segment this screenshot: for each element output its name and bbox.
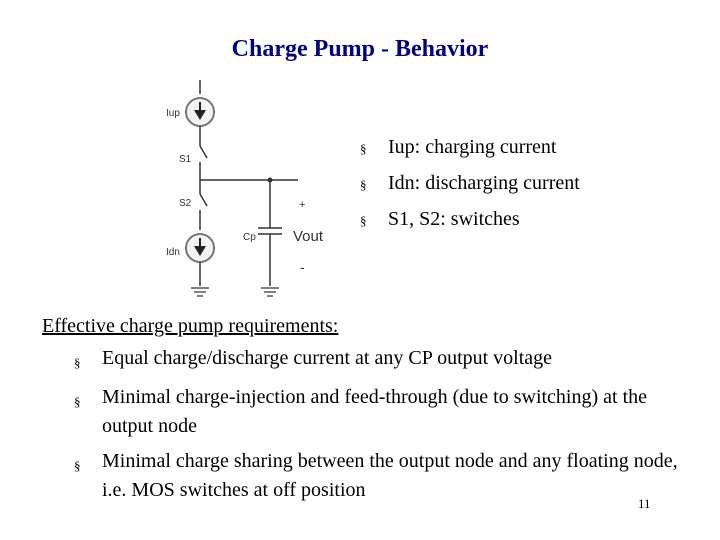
bullet-text: Iup: charging current bbox=[388, 136, 557, 158]
requirement-item bbox=[74, 383, 684, 441]
s1-label: S1 bbox=[179, 154, 192, 165]
idn-label: Idn bbox=[166, 247, 180, 258]
bullet-text: S1, S2: switches bbox=[388, 208, 520, 230]
slide-title: Charge Pump - Behavior bbox=[231, 36, 489, 62]
charge-pump-circuit bbox=[150, 76, 350, 304]
bullet-item bbox=[360, 166, 580, 202]
cp-label: Cp bbox=[243, 232, 256, 243]
ground-symbol-left bbox=[191, 288, 209, 296]
requirement-item bbox=[74, 344, 684, 377]
requirement-item bbox=[74, 447, 684, 505]
requirement-text: Equal charge/discharge current at any CP output voltage bbox=[102, 347, 553, 369]
vout-label: Vout bbox=[293, 228, 324, 245]
page-number: 11 bbox=[638, 496, 651, 511]
requirement-text: Minimal charge sharing between the output node and any floating node, i.e. MOS switches at off position bbox=[102, 450, 678, 501]
bullet-item bbox=[360, 202, 580, 238]
plus-label: + bbox=[299, 199, 306, 211]
iup-label: Iup bbox=[166, 108, 180, 119]
bullet-marker: § bbox=[74, 458, 81, 473]
bullet-text: Idn: discharging current bbox=[388, 172, 580, 194]
requirements-list bbox=[74, 344, 684, 511]
requirements-heading: Effective charge pump requirements: bbox=[42, 315, 339, 337]
ground-symbol-right bbox=[261, 288, 279, 296]
s2-label: S2 bbox=[179, 198, 192, 209]
minus-label: - bbox=[300, 259, 305, 275]
requirement-text: Minimal charge-injection and feed-through (due to switching) at the output node bbox=[102, 386, 648, 437]
bullet-marker: § bbox=[74, 394, 81, 409]
s2-switch bbox=[200, 194, 207, 206]
bullet-marker: § bbox=[360, 141, 367, 156]
output-node-dot bbox=[268, 178, 273, 183]
s1-switch bbox=[200, 146, 207, 158]
bullet-marker: § bbox=[360, 177, 367, 192]
bullet-marker: § bbox=[74, 355, 81, 370]
bullet-item bbox=[360, 130, 580, 166]
bullet-marker: § bbox=[360, 213, 367, 228]
behavior-bullet-list bbox=[360, 130, 580, 238]
